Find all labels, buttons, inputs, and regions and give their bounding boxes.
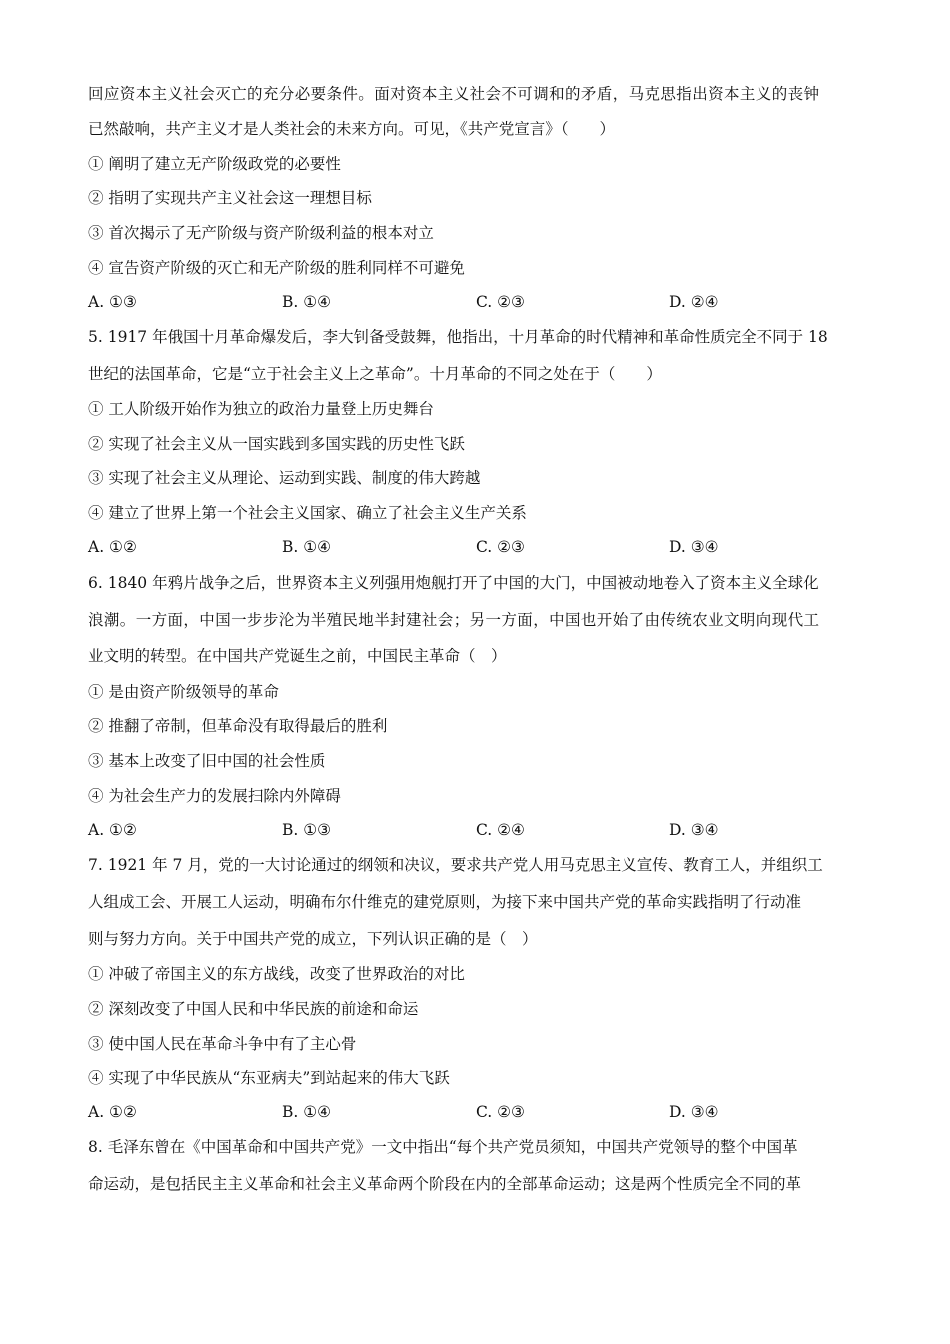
q6-stem-line-1: 6. 1840 年鸦片战争之后，世界资本主义列强用炮舰打开了中国的大门，中国被动地卷入了资本主义全球化 [88, 574, 819, 592]
q4-option-c: C. ②③ [476, 293, 525, 311]
q6-stem-line-2: 浪潮。一方面，中国一步步沦为半殖民地半封建社会；另一方面，中国也开始了由传统农业文明向现代工 [88, 611, 820, 629]
q7-stem-line-1: 7. 1921 年 7 月，党的一大讨论通过的纲领和决议，要求共产党人用马克思主义宣传、教育工人，并组织工 [88, 856, 823, 874]
q4-item-4: ④ 宣告资产阶级的灭亡和无产阶级的胜利同样不可避免 [88, 259, 465, 277]
q7-stem-line-3: 则与努力方向。关于中国共产党的成立，下列认识正确的是（ ） [88, 930, 538, 948]
q8-stem-line-2: 命运动，是包括民主主义革命和社会主义革命两个阶段在内的全部革命运动；这是两个性质完全不同的革 [88, 1175, 802, 1193]
q5-stem-line-1: 5. 1917 年俄国十月革命爆发后，李大钊备受鼓舞，他指出，十月革命的时代精神和革命性质完全不同于 18 [88, 328, 828, 346]
q6-option-d: D. ③④ [669, 821, 719, 839]
q6-item-2: ② 推翻了帝制，但革命没有取得最后的胜利 [88, 717, 388, 735]
q6-stem-line-3: 业文明的转型。在中国共产党诞生之前，中国民主革命（ ） [88, 647, 507, 665]
q5-stem-line-2: 世纪的法国革命，它是“立于社会主义上之革命”。十月革命的不同之处在于（ ） [88, 365, 662, 383]
q7-option-d: D. ③④ [669, 1103, 719, 1121]
q4-item-1: ① 阐明了建立无产阶级政党的必要性 [88, 155, 341, 173]
q7-stem-line-2: 人组成工会、开展工人运动，明确布尔什维克的建党原则，为接下来中国共产党的革命实践指明了行动准 [88, 893, 802, 911]
q7-item-3: ③ 使中国人民在革命斗争中有了主心骨 [88, 1035, 357, 1053]
q5-item-1: ① 工人阶级开始作为独立的政治力量登上历史舞台 [88, 400, 434, 418]
q4-stem-line-1: 回应资本主义社会灭亡的充分必要条件。面对资本主义社会不可调和的矛盾，马克思指出资本主义的丧钟 [88, 85, 820, 103]
q4-stem-line-2: 已然敲响，共产主义才是人类社会的未来方向。可见，《共产党宣言》（ ） [88, 120, 616, 138]
q6-option-a: A. ①② [88, 821, 137, 839]
q5-item-3: ③ 实现了社会主义从理论、运动到实践、制度的伟大跨越 [88, 469, 481, 487]
q5-item-4: ④ 建立了世界上第一个社会主义国家、确立了社会主义生产关系 [88, 504, 527, 522]
q6-item-3: ③ 基本上改变了旧中国的社会性质 [88, 752, 326, 770]
q6-item-4: ④ 为社会生产力的发展扫除内外障碍 [88, 787, 341, 805]
q7-option-b: B. ①④ [282, 1103, 332, 1121]
q7-item-2: ② 深刻改变了中国人民和中华民族的前途和命运 [88, 1000, 419, 1018]
q5-item-2: ② 实现了社会主义从一国实践到多国实践的历史性飞跃 [88, 435, 465, 453]
q6-item-1: ① 是由资产阶级领导的革命 [88, 683, 279, 701]
q5-option-a: A. ①② [88, 538, 137, 556]
q7-item-4: ④ 实现了中华民族从“东亚病夫”到站起来的伟大飞跃 [88, 1069, 450, 1087]
q6-option-c: C. ②④ [476, 821, 525, 839]
q4-option-d: D. ②④ [669, 293, 719, 311]
q7-item-1: ① 冲破了帝国主义的东方战线，改变了世界政治的对比 [88, 965, 465, 983]
q4-option-a: A. ①③ [88, 293, 137, 311]
q6-option-b: B. ①③ [282, 821, 332, 839]
q5-option-d: D. ③④ [669, 538, 719, 556]
q7-option-a: A. ①② [88, 1103, 137, 1121]
q4-item-2: ② 指明了实现共产主义社会这一理想目标 [88, 189, 372, 207]
q5-option-b: B. ①④ [282, 538, 332, 556]
q4-option-b: B. ①④ [282, 293, 332, 311]
q4-item-3: ③ 首次揭示了无产阶级与资产阶级利益的根本对立 [88, 224, 434, 242]
q8-stem-line-1: 8. 毛泽东曾在《中国革命和中国共产党》一文中指出“每个共产党员须知，中国共产党领导的整个中国革 [88, 1138, 798, 1156]
q5-option-c: C. ②③ [476, 538, 525, 556]
q7-option-c: C. ②③ [476, 1103, 525, 1121]
